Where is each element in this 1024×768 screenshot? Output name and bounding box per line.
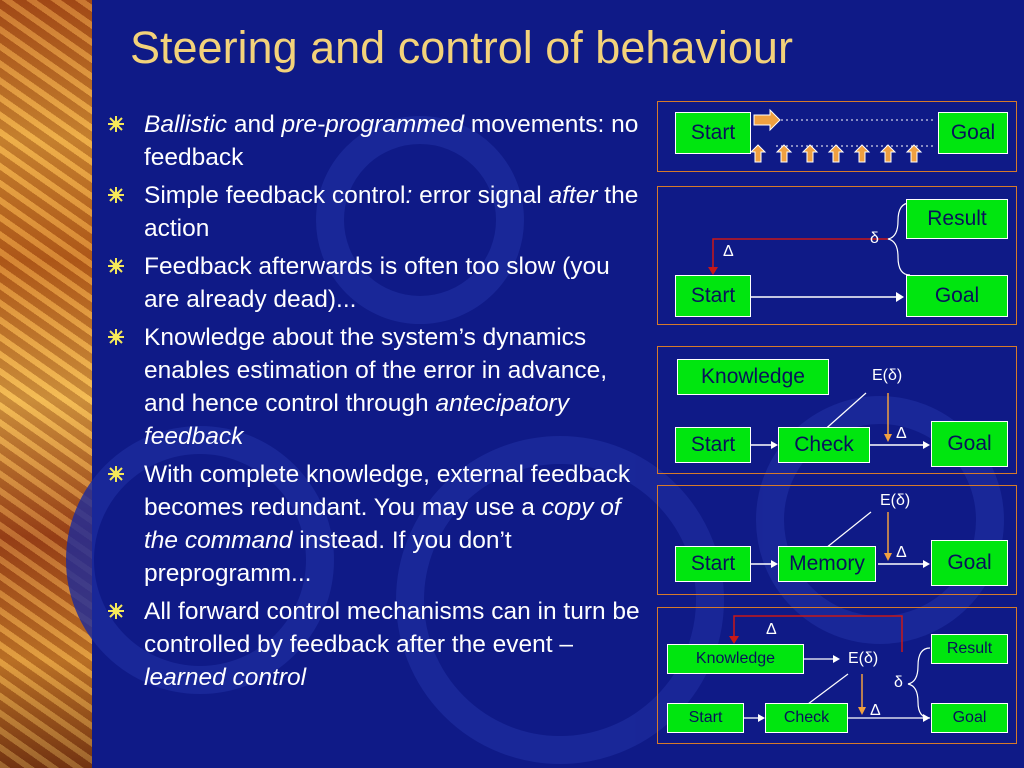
- estimate-label: E(δ): [880, 492, 911, 509]
- sun-bullet-icon: [108, 603, 124, 619]
- bullet-text: [144, 598, 640, 691]
- bullet-text: [144, 253, 610, 313]
- bullet-text-run: the action: [144, 182, 639, 242]
- delta-big-label: Δ: [896, 544, 907, 561]
- bullet-text-run: movements: no feedback: [144, 111, 639, 171]
- bullet-text-run: instead. If you don’t preprogramm...: [144, 527, 512, 587]
- bullet-text: [144, 461, 630, 587]
- bullet-emphasis: pre-programmed: [281, 111, 465, 138]
- delta-big-bottom-label: Δ: [870, 702, 881, 719]
- bullet-item: [108, 595, 648, 694]
- bullet-item: [108, 108, 648, 174]
- knowledge-box: Knowledge: [667, 644, 804, 674]
- sun-bullet-icon: [108, 258, 124, 274]
- bullet-list: [108, 108, 648, 699]
- slide-title: Steering and control of behaviour: [130, 22, 793, 73]
- delta-big-label: Δ: [896, 425, 907, 442]
- bullet-text-run: Feedback afterwards is often too slow (you are already dead)...: [144, 253, 610, 313]
- start-box: Start: [667, 703, 744, 733]
- diagram-anticipatory-feedback: [657, 346, 1017, 474]
- estimate-label: E(δ): [872, 367, 903, 384]
- delta-big-label: Δ: [723, 243, 734, 260]
- diagram-learned-control: [657, 607, 1017, 744]
- bullet-text: [144, 182, 638, 242]
- bullet-text-run: All forward control mechanisms can in turn be controlled by feedback after the event –: [144, 598, 640, 658]
- bullet-text-run: error signal: [412, 182, 549, 209]
- knowledge-box: Knowledge: [677, 359, 829, 395]
- sun-bullet-icon: [108, 466, 124, 482]
- bullet-text: [144, 324, 607, 450]
- bullet-text-run: and: [227, 111, 282, 138]
- bullet-emphasis: antecipatory feedback: [144, 390, 569, 450]
- bullet-text-run: Simple feedback control: [144, 182, 406, 209]
- estimate-label: E(δ): [848, 650, 879, 667]
- memory-box: Memory: [778, 546, 876, 582]
- delta-small-label: δ: [894, 674, 903, 691]
- bullet-emphasis: :: [405, 182, 413, 209]
- goal-box: Goal: [906, 275, 1008, 317]
- start-box: Start: [675, 546, 751, 582]
- bullet-item: [108, 321, 648, 453]
- diagram-efference-copy: [657, 485, 1017, 595]
- sun-bullet-icon: [108, 329, 124, 345]
- bullet-emphasis: learned control: [144, 664, 307, 691]
- bullet-emphasis: after: [548, 182, 598, 209]
- result-box: Result: [906, 199, 1008, 239]
- delta-big-top-label: Δ: [766, 621, 777, 638]
- bullet-text-run: Knowledge about the system’s dynamics enables estimation of the error in advance, and hence control through: [144, 324, 608, 417]
- delta-small-label: δ: [870, 230, 879, 247]
- bullet-item: [108, 458, 648, 590]
- start-box: Start: [675, 275, 751, 317]
- bullet-emphasis: Ballistic: [144, 111, 228, 138]
- goal-box: Goal: [938, 112, 1008, 154]
- goal-box: Goal: [931, 703, 1008, 733]
- diagram-ballistic: [657, 101, 1017, 172]
- bullet-emphasis: copy of the command: [144, 494, 621, 554]
- diagram-simple-feedback: [657, 186, 1017, 325]
- check-box: Check: [765, 703, 848, 733]
- bullet-text-run: With complete knowledge, external feedback becomes redundant. You may use a: [144, 461, 631, 521]
- goal-box: Goal: [931, 540, 1008, 586]
- bullet-item: [108, 250, 648, 316]
- bullet-text: [144, 111, 638, 171]
- start-box: Start: [675, 427, 751, 463]
- check-box: Check: [778, 427, 870, 463]
- bullet-item: [108, 179, 648, 245]
- sun-bullet-icon: [108, 187, 124, 203]
- sun-bullet-icon: [108, 116, 124, 132]
- start-box: Start: [675, 112, 751, 154]
- result-box: Result: [931, 634, 1008, 664]
- goal-box: Goal: [931, 421, 1008, 467]
